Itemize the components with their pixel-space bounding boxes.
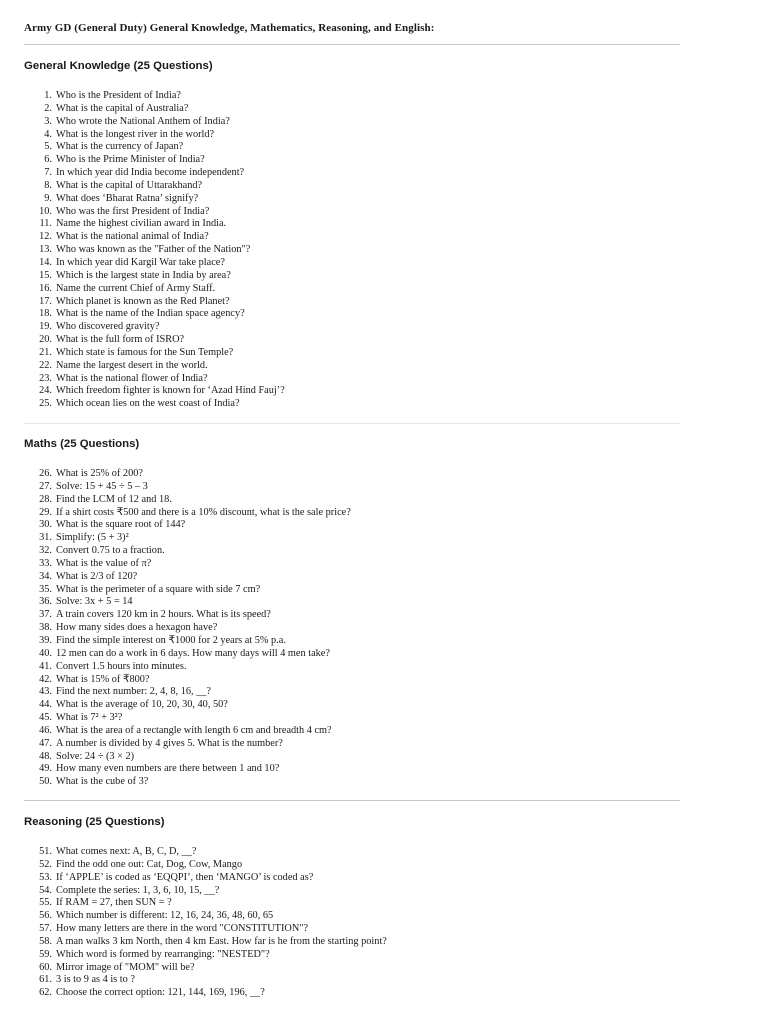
question-text: A train covers 120 km in 2 hours. What is its speed?	[56, 609, 271, 621]
question-number: 40.	[39, 647, 52, 659]
question-item	[0, 116, 285, 129]
question-text: What is the area of a rectangle with length 6 cm and breadth 4 cm?	[56, 724, 332, 736]
question-item	[0, 776, 351, 789]
section-heading-maths: Maths (25 Questions)	[24, 438, 140, 450]
question-text: Name the largest desert in the world.	[56, 359, 208, 371]
question-text: Find the next number: 2, 4, 8, 16, __?	[56, 686, 212, 698]
question-item	[0, 494, 351, 507]
question-text: What is the longest river in the world?	[56, 128, 215, 140]
question-item	[0, 519, 351, 532]
question-item	[0, 648, 351, 661]
question-text: Which state is famous for the Sun Temple?	[56, 346, 234, 358]
page-title: Army GD (General Duty) General Knowledge, Mathematics, Reasoning, and English:	[24, 22, 435, 34]
question-number: 23.	[39, 372, 52, 384]
question-number: 20.	[39, 334, 52, 346]
question-text: Complete the series: 1, 3, 6, 10, 15, __?	[56, 884, 220, 896]
question-item	[0, 910, 387, 923]
question-item	[0, 571, 351, 584]
question-item	[0, 296, 285, 309]
question-text: What is 25% of 200?	[56, 468, 143, 479]
question-number: 34.	[39, 570, 52, 582]
question-number: 61.	[39, 974, 52, 986]
question-item	[0, 507, 351, 520]
question-number: 50.	[39, 776, 52, 788]
question-number: 45.	[39, 712, 52, 724]
question-text: Who wrote the National Anthem of India?	[56, 115, 230, 127]
question-number: 14.	[39, 256, 52, 268]
question-number: 46.	[39, 724, 52, 736]
question-text: What is the average of 10, 20, 30, 40, 50?	[56, 699, 228, 711]
question-text: What does ‘Bharat Ratna’ signify?	[56, 192, 199, 204]
question-number: 19.	[39, 321, 52, 333]
question-text: Convert 0.75 to a fraction.	[56, 545, 165, 557]
question-number: 21.	[39, 346, 52, 358]
question-item	[0, 686, 351, 699]
question-text: Who is the Prime Minister of India?	[56, 154, 205, 166]
question-text: Simplify: (5 + 3)²	[56, 532, 129, 544]
question-text: 12 men can do a work in 6 days. How many days will 4 men take?	[56, 647, 330, 659]
question-number: 29.	[39, 506, 52, 518]
question-number: 31.	[39, 532, 52, 544]
question-text: What is the national animal of India?	[56, 231, 209, 243]
question-item	[0, 321, 285, 334]
question-text: If RAM = 27, then SUN = ?	[56, 897, 172, 909]
question-item	[0, 609, 351, 622]
question-text: What is 7² + 3²?	[56, 712, 123, 724]
question-item	[0, 283, 285, 296]
question-number: 13.	[39, 244, 52, 256]
question-text: Mirror image of "MOM" will be?	[56, 961, 195, 973]
question-number: 2.	[44, 102, 52, 114]
question-item	[0, 622, 351, 635]
question-text: If a shirt costs ₹500 and there is a 10% discount, what is the sale price?	[56, 506, 351, 518]
question-text: What is 15% of ₹800?	[56, 673, 150, 685]
question-text: What is 2/3 of 120?	[56, 570, 138, 582]
question-item	[0, 398, 285, 411]
question-item	[0, 206, 285, 219]
section-heading-reasoning: Reasoning (25 Questions)	[24, 816, 165, 828]
question-number: 59.	[39, 948, 52, 960]
question-number: 17.	[39, 295, 52, 307]
question-item	[0, 725, 351, 738]
question-item	[0, 846, 387, 859]
question-item	[0, 270, 285, 283]
question-number: 35.	[39, 583, 52, 595]
question-text: What is the capital of Uttarakhand?	[56, 179, 203, 191]
question-number: 36.	[39, 596, 52, 608]
question-item	[0, 936, 387, 949]
question-item	[0, 923, 387, 936]
question-item	[0, 385, 285, 398]
question-number: 57.	[39, 923, 52, 935]
question-text: What is the national flower of India?	[56, 372, 208, 384]
question-number: 8.	[44, 179, 52, 191]
question-number: 22.	[39, 359, 52, 371]
question-text: What is the cube of 3?	[56, 776, 149, 788]
section-heading-general-knowledge: General Knowledge (25 Questions)	[24, 60, 213, 72]
question-text: A number is divided by 4 gives 5. What is the number?	[56, 737, 283, 749]
question-number: 15.	[39, 269, 52, 281]
question-number: 9.	[44, 192, 52, 204]
question-number: 39.	[39, 634, 52, 646]
question-number: 37.	[39, 609, 52, 621]
question-text: Choose the correct option: 121, 144, 169, 196, __?	[56, 987, 265, 999]
question-item	[0, 987, 387, 1000]
question-number: 25.	[39, 398, 52, 410]
question-item	[0, 738, 351, 751]
question-item	[0, 193, 285, 206]
question-text: Find the simple interest on ₹1000 for 2 years at 5% p.a.	[56, 634, 286, 646]
question-item	[0, 974, 387, 987]
question-number: 54.	[39, 884, 52, 896]
question-number: 24.	[39, 385, 52, 397]
question-text: Which is the largest state in India by area?	[56, 269, 231, 281]
question-item	[0, 532, 351, 545]
question-item	[0, 635, 351, 648]
question-number: 42.	[39, 673, 52, 685]
question-item	[0, 859, 387, 872]
question-number: 58.	[39, 935, 52, 947]
question-number: 44.	[39, 699, 52, 711]
question-item	[0, 218, 285, 231]
question-item	[0, 584, 351, 597]
question-item	[0, 129, 285, 142]
question-item	[0, 545, 351, 558]
question-number: 38.	[39, 622, 52, 634]
question-text: Who is the President of India?	[56, 90, 181, 101]
question-text: Which freedom fighter is known for ‘Azad Hind Fauj’?	[56, 385, 285, 397]
question-number: 52.	[39, 858, 52, 870]
question-number: 7.	[44, 167, 52, 179]
question-text: Find the odd one out: Cat, Dog, Cow, Mango	[56, 858, 243, 870]
question-item	[0, 558, 351, 571]
question-item	[0, 751, 351, 764]
question-text: What is the name of the Indian space agency?	[56, 308, 245, 320]
question-number: 56.	[39, 910, 52, 922]
question-number: 28.	[39, 493, 52, 505]
question-list-maths	[0, 468, 351, 789]
question-number: 51.	[39, 846, 52, 857]
question-text: Convert 1.5 hours into minutes.	[56, 660, 187, 672]
question-item	[0, 180, 285, 193]
question-text: What is the square root of 144?	[56, 519, 186, 531]
question-text: Solve: 15 + 45 ÷ 5 – 3	[56, 480, 148, 492]
question-text: How many sides does a hexagon have?	[56, 622, 218, 634]
question-number: 10.	[39, 205, 52, 217]
question-text: Name the current Chief of Army Staff.	[56, 282, 216, 294]
question-text: Who was the first President of India?	[56, 205, 210, 217]
question-text: Solve: 3x + 5 = 14	[56, 596, 133, 608]
question-number: 32.	[39, 545, 52, 557]
question-list-reasoning	[0, 846, 387, 1000]
question-item	[0, 468, 351, 481]
question-number: 4.	[44, 128, 52, 140]
question-number: 55.	[39, 897, 52, 909]
question-item	[0, 949, 387, 962]
question-text: How many letters are there in the word "CONSTITUTION"?	[56, 923, 309, 935]
question-text: What is the full form of ISRO?	[56, 334, 185, 346]
question-text: What is the value of π?	[56, 557, 152, 569]
question-text: What is the perimeter of a square with side 7 cm?	[56, 583, 261, 595]
question-item	[0, 257, 285, 270]
question-number: 6.	[44, 154, 52, 166]
question-text: How many even numbers are there between 1 and 10?	[56, 763, 280, 775]
question-item	[0, 103, 285, 116]
question-number: 12.	[39, 231, 52, 243]
question-item	[0, 154, 285, 167]
question-text: What is the currency of Japan?	[56, 141, 184, 153]
divider	[24, 800, 680, 801]
question-item	[0, 712, 351, 725]
question-number: 1.	[44, 90, 52, 101]
question-number: 48.	[39, 750, 52, 762]
question-text: Who was known as the "Father of the Nation"?	[56, 244, 251, 256]
question-text: Which number is different: 12, 16, 24, 36, 48, 60, 65	[56, 910, 274, 922]
question-number: 43.	[39, 686, 52, 698]
question-text: Which planet is known as the Red Planet?	[56, 295, 230, 307]
question-number: 47.	[39, 737, 52, 749]
question-list-general-knowledge	[0, 90, 285, 411]
question-number: 49.	[39, 763, 52, 775]
question-text: A man walks 3 km North, then 4 km East. How far is he from the starting point?	[56, 935, 387, 947]
question-number: 26.	[39, 468, 52, 479]
question-text: Who discovered gravity?	[56, 321, 160, 333]
question-number: 5.	[44, 141, 52, 153]
question-text: 3 is to 9 as 4 is to ?	[56, 974, 135, 986]
question-item	[0, 360, 285, 373]
question-number: 11.	[39, 218, 52, 230]
question-number: 3.	[44, 115, 52, 127]
question-item	[0, 674, 351, 687]
question-item	[0, 334, 285, 347]
question-item	[0, 872, 387, 885]
question-text: If ‘APPLE’ is coded as ‘EQQPI’, then ‘MANGO’ is coded as?	[56, 871, 314, 883]
question-item	[0, 699, 351, 712]
question-text: Solve: 24 ÷ (3 × 2)	[56, 750, 135, 762]
question-item	[0, 481, 351, 494]
question-text: Which ocean lies on the west coast of India?	[56, 398, 240, 410]
question-item	[0, 596, 351, 609]
question-number: 27.	[39, 480, 52, 492]
question-number: 41.	[39, 660, 52, 672]
question-text: In which year did India become independent?	[56, 167, 245, 179]
question-number: 53.	[39, 871, 52, 883]
question-item	[0, 962, 387, 975]
question-text: Name the highest civilian award in India.	[56, 218, 227, 230]
question-number: 16.	[39, 282, 52, 294]
question-item	[0, 347, 285, 360]
question-item	[0, 763, 351, 776]
question-text: In which year did Kargil War take place?	[56, 256, 225, 268]
divider	[24, 44, 680, 45]
question-text: What is the capital of Australia?	[56, 102, 189, 114]
question-number: 33.	[39, 557, 52, 569]
question-number: 62.	[39, 987, 52, 999]
question-item	[0, 244, 285, 257]
question-item	[0, 90, 285, 103]
question-number: 30.	[39, 519, 52, 531]
question-number: 60.	[39, 961, 52, 973]
question-text: Find the LCM of 12 and 18.	[56, 493, 172, 505]
question-item	[0, 167, 285, 180]
question-item	[0, 885, 387, 898]
question-item	[0, 897, 387, 910]
question-text: Which word is formed by rearranging: "NESTED"?	[56, 948, 270, 960]
question-item	[0, 231, 285, 244]
question-number: 18.	[39, 308, 52, 320]
question-text: What comes next: A, B, C, D, __?	[56, 846, 197, 857]
question-item	[0, 373, 285, 386]
question-item	[0, 308, 285, 321]
divider	[24, 423, 680, 424]
question-item	[0, 141, 285, 154]
question-item	[0, 661, 351, 674]
